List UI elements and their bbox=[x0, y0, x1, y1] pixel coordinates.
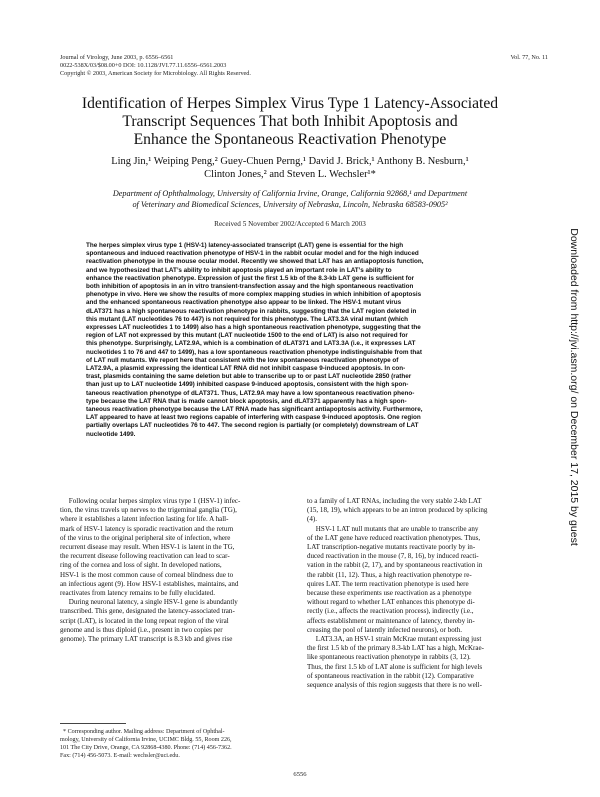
footnote-line: Fax: (714) 456-5073. E-mail: wechsler@uci.edu. bbox=[60, 753, 180, 759]
body-line: the rabbit (11, 12). Thus, a high reactivation phenotype re- bbox=[307, 570, 472, 579]
journal-header bbox=[60, 54, 400, 78]
abstract-line: LAT appeared to have at least two regions capable of interfering with caspase 9-induced apoptosis. One region bbox=[86, 414, 421, 422]
body-line: without regard to whether LAT enhances this phenotype di- bbox=[307, 598, 475, 607]
abstract-line: enhance the reactivation phenotype. Expression of just the first 1.5 kb of the 8.3-kb LAT gene is sufficient for bbox=[86, 274, 415, 282]
body-line: Thus, the first 1.5 kb of LAT alone is sufficient for high levels bbox=[307, 662, 483, 671]
author-line: Clinton Jones,² and Steven L. Wechsler¹* bbox=[204, 169, 376, 180]
body-line: rectly (i.e., affects the reactivation process), indirectly (i.e., bbox=[307, 607, 474, 616]
abstract-line: this mutant (LAT nucleotides 76 to 447) is not required for this phenotype. The LAT3.3A viral mutant (which bbox=[86, 315, 409, 323]
footnote-line: mology, University of California Irvine, UCIMC Bldg. 55, Room 226, bbox=[60, 737, 232, 743]
body-line: (4). bbox=[307, 515, 317, 524]
body-line: where it establishes a latent infection lasting for life. A hall- bbox=[60, 515, 229, 524]
abstract bbox=[86, 242, 504, 439]
body-line: LAT3.3A, an HSV-1 strain McKrae mutant expressing just bbox=[307, 635, 482, 644]
body-line: recurrent disease may result. When HSV-1 is latent in the TG, bbox=[60, 543, 235, 552]
body-line: During neuronal latency, a single HSV-1 gene is abundantly bbox=[60, 598, 238, 607]
abstract-line: region of LAT not expressed by this mutant (LAT nucleotide 1500 to the end of LAT) is also not required for bbox=[86, 332, 408, 340]
affiliation-line: Department of Ophthalmology, University of California Irvine, Orange, California 92868,¹ and Department bbox=[112, 189, 468, 198]
body-line: an infectious agent (9). How HSV-1 establishes, maintains, and bbox=[60, 579, 239, 588]
body-line: script (LAT), is located in the long repeat region of the viral bbox=[60, 616, 229, 625]
corresponding-author-footnote bbox=[60, 728, 292, 760]
abstract-line: LAT2.9A, a plasmid expressing the identical LAT RNA did not inhibit caspase 9-induced apoptosis. In con- bbox=[86, 365, 406, 373]
body-line: reactivates from latency remains to be fully elucidated. bbox=[60, 589, 215, 598]
body-line: creasing the pool of latently infected neurons), or both. bbox=[307, 625, 462, 634]
abstract-line: phenotype in vivo. Here we show the results of more complex mapping studies in which inhibition of apoptosis bbox=[86, 291, 422, 299]
body-line: Following ocular herpes simplex virus type 1 (HSV-1) infec- bbox=[60, 497, 241, 505]
body-line: genome). The primary LAT transcript is 8.3 kb and gives rise bbox=[60, 635, 233, 644]
body-line: (15, 18, 19), which appears to be an intron produced by splicing bbox=[307, 506, 488, 515]
abstract-line: expresses LAT nucleotides 1 to 1499) also has a high spontaneous reactivation phenotype, suggesting that the bbox=[86, 324, 421, 332]
body-line: to a family of LAT RNAs, including the very stable 2-kb LAT bbox=[307, 497, 482, 505]
abstract-line: taneous reactivation phenotype of dLAT371. Thus, LAT2.9A may have a low spontaneous reactivation pheno- bbox=[86, 389, 415, 397]
body-line: HSV-1 is the most common cause of corneal blindness due to bbox=[60, 570, 234, 579]
body-line: HSV-1 LAT null mutants that are unable to transcribe any bbox=[307, 524, 479, 533]
body-line: the first 1.5 kb of the primary 8.3-kb LAT has a high, McKrae- bbox=[307, 644, 484, 653]
footnote-line: 101 The City Drive, Orange, CA 92868-4380. Phone: (714) 456-7362. bbox=[60, 745, 232, 751]
body-line: mark of HSV-1 latency is sporadic reactivation and the return bbox=[60, 524, 234, 533]
body-line: because these experiments use reactivation as a phenotype bbox=[307, 589, 472, 598]
body-line: affects establishment or maintenance of latency, thereby in- bbox=[307, 616, 475, 625]
body-line: LAT transcription-negative mutants reactivate poorly by in- bbox=[307, 543, 476, 552]
abstract-line: of LAT null mutants. We report here that consistent with the low spontaneous reactivation phenotype of bbox=[86, 356, 399, 364]
body-line: ring of the cornea and loss of sight. In developed nations, bbox=[60, 561, 222, 570]
journal-citation: Journal of Virology, June 2003, p. 6556–6561 bbox=[60, 54, 174, 61]
abstract-line: and we hypothesized that LAT’s ability to inhibit apoptosis played an important role in LAT’s ability to bbox=[86, 266, 392, 274]
issn-doi-line: 0022-538X/03/$08.00+0 DOI: 10.1128/JVI.77.11.6556–6561.2003 bbox=[60, 62, 227, 69]
body-column-left bbox=[60, 497, 292, 644]
body-column-right bbox=[307, 497, 547, 690]
body-line: genome and is thus diploid (i.e., present in two copies per bbox=[60, 625, 223, 634]
abstract-line: this phenotype. Surprisingly, LAT2.9A, which is a combination of dLAT371 and LAT3.3A (i.e., it expresses LAT bbox=[86, 340, 416, 348]
abstract-line: than just up to LAT nucleotide 1499) inhibited caspase 9-induced apoptosis, consistent with the high spon- bbox=[86, 381, 409, 389]
abstract-line: The herpes simplex virus type 1 (HSV-1) latency-associated transcript (LAT) gene is essential for the high bbox=[86, 242, 404, 249]
abstract-line: taneous reactivation phenotype because the LAT RNA made has significant antiapoptosis activity. Furthermore, bbox=[86, 406, 423, 414]
abstract-line: spontaneous and induced reactivation phenotype of HSV-1 in the rabbit ocular model and for the high induced bbox=[86, 250, 419, 258]
body-line: of the virus to the original peripheral site of infection, where bbox=[60, 533, 231, 542]
title-line: Identification of Herpes Simplex Virus Type 1 Latency-Associated bbox=[81, 95, 499, 112]
abstract-line: trast, plasmids containing the same deletion but able to transcribe up to or past LAT nucleotide 2850 (rather bbox=[86, 373, 412, 381]
volume-label: Vol. 77, No. 11 bbox=[510, 54, 548, 61]
body-line: sequence analysis of this region suggests that there is no well- bbox=[307, 681, 482, 690]
body-line: the recurrent disease following reactivation can lead to scar- bbox=[60, 552, 230, 561]
author-line: Ling Jin,¹ Weiping Peng,² Guey-Chuen Perng,¹ David J. Brick,¹ Anthony B. Nesburn,¹ bbox=[111, 156, 469, 167]
abstract-line: and the enhanced spontaneous reactivation phenotype also appear to be linked. The HSV-1 mutant virus bbox=[86, 299, 402, 307]
abstract-line: partially overlaps LAT nucleotides 76 to 447. The second region is partially (or completely) downstream of LAT bbox=[86, 422, 419, 430]
received-accepted-dates: Received 5 November 2002/Accepted 6 March 2003 bbox=[214, 220, 366, 228]
body-line: quires LAT. The term reactivation phenotype is used here bbox=[307, 579, 469, 588]
affiliations bbox=[60, 188, 520, 210]
download-watermark bbox=[566, 228, 582, 546]
abstract-line: dLAT371 has a high spontaneous reactivation phenotype in rabbits, suggesting that the LAT region deleted in bbox=[86, 307, 417, 315]
body-line: vation in the rabbit (2, 17), and by spontaneous reactivation in bbox=[307, 561, 483, 570]
abstract-line: nucleotides 1 to 76 and 447 to 1499), has a low spontaneous reactivation phenotype indistinguishable from that bbox=[86, 348, 422, 356]
copyright-line: Copyright © 2003, American Society for Microbiology. All Rights Reserved. bbox=[60, 70, 251, 77]
page-number: 6556 bbox=[293, 771, 307, 778]
abstract-line: reactivation phenotype in the mouse ocular model. Recently we showed that LAT has an antiapoptosis function, bbox=[86, 258, 424, 266]
abstract-line: nucleotide 1499. bbox=[86, 430, 136, 438]
abstract-line: type because the LAT RNA that is made cannot block apoptosis, and dLAT371 apparently has a high spon- bbox=[86, 397, 407, 405]
footnote-line: * Corresponding author. Mailing address: Department of Ophthal- bbox=[60, 729, 225, 735]
body-line: of spontaneous reactivation in the rabbit (12). Comparative bbox=[307, 671, 474, 680]
body-line: of the LAT gene have reduced reactivation phenotypes. Thus, bbox=[307, 533, 481, 542]
body-line: transcribed. This gene, designated the latency-associated tran- bbox=[60, 607, 235, 616]
author-list bbox=[60, 155, 520, 181]
body-line: duced reactivation in the mouse (7, 8, 16), by induced reacti- bbox=[307, 552, 479, 561]
title-line: Enhance the Spontaneous Reactivation Phenotype bbox=[133, 131, 447, 148]
body-line: like spontaneous reactivation phenotype in rabbits (3, 12). bbox=[307, 653, 471, 662]
article-title bbox=[50, 95, 530, 149]
abstract-line: both inhibition of apoptosis in an in vitro transient-transfection assay and the high spontaneous reactivation bbox=[86, 283, 414, 291]
body-line: tion, the virus travels up nerves to the trigeminal ganglia (TG), bbox=[60, 506, 237, 515]
download-watermark-text: Downloaded from http://jvi.asm.org/ on December 17, 2015 by guest bbox=[568, 228, 580, 546]
affiliation-line: of Veterinary and Biomedical Sciences, University of Nebraska, Lincoln, Nebraska 68583-0905² bbox=[132, 200, 448, 209]
title-line: Transcript Sequences That both Inhibit Apoptosis and bbox=[122, 113, 458, 130]
footnote-divider bbox=[60, 723, 126, 724]
